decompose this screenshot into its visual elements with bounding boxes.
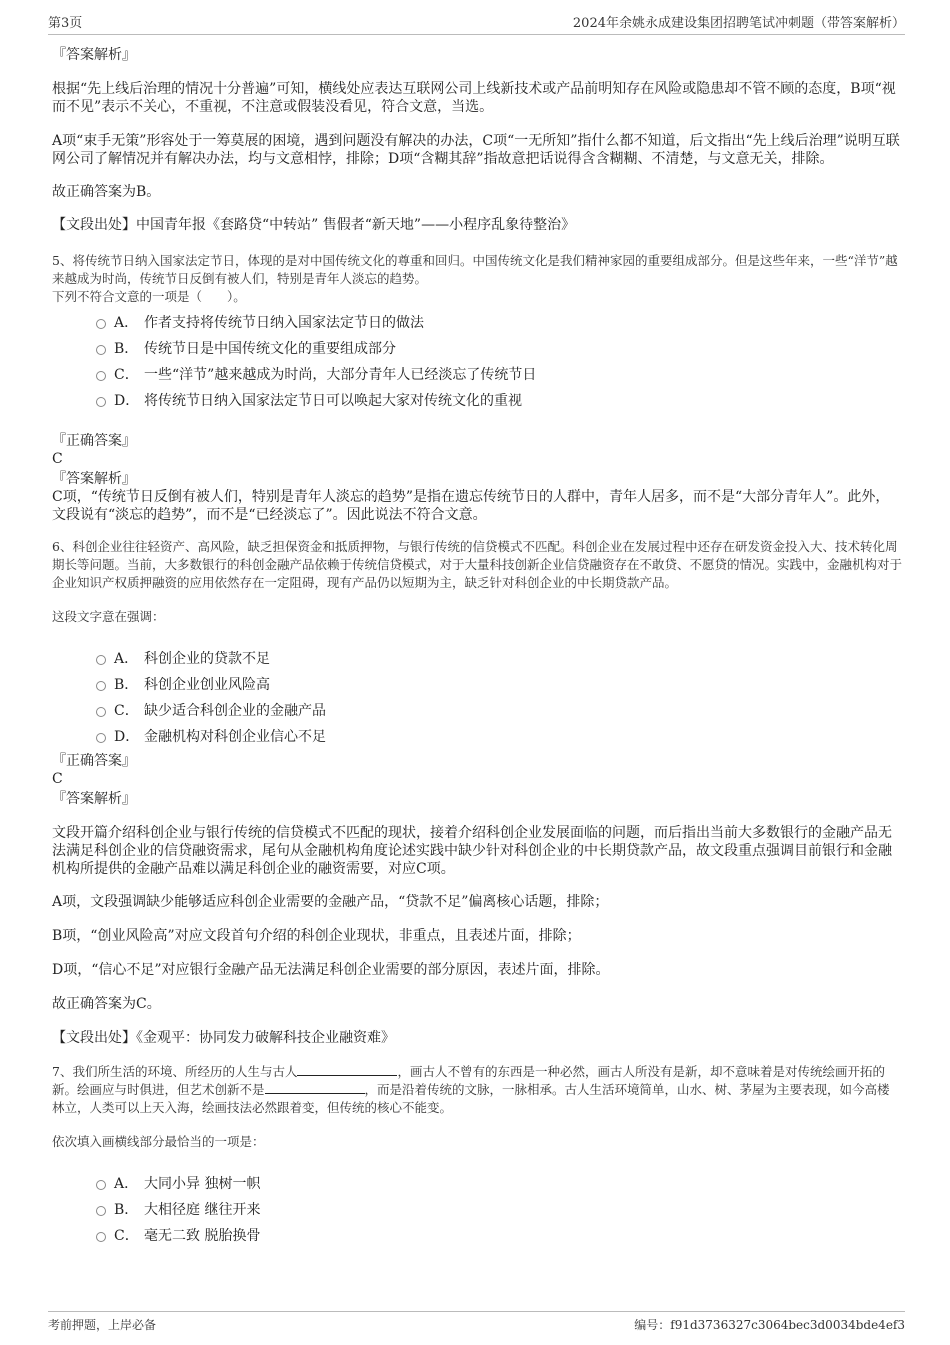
- option-text: 金融机构对科创企业信心不足: [144, 729, 326, 745]
- radio-button[interactable]: [96, 1206, 106, 1216]
- q5-option-d[interactable]: [52, 388, 902, 414]
- option-letter: B．: [114, 1202, 139, 1218]
- q4-conclusion: 故正确答案为B。: [52, 184, 161, 200]
- q6-analysis-para4: D项，“信心不足”对应银行金融产品无法满足科创企业需要的部分原因，表述片面，排除。: [52, 962, 610, 978]
- q5-options: [52, 310, 902, 414]
- q5-analysis-title: 『答案解析』: [52, 471, 136, 487]
- q4-source: 【文段出处】中国青年报《套路贷“中转站” 售假者“新天地”——小程序乱象待整治》: [52, 217, 576, 233]
- document-body: [52, 46, 902, 1249]
- radio-button[interactable]: [96, 707, 106, 717]
- document-title: 2024年余姚永成建设集团招聘笔试冲刺题（带答案解析）: [572, 16, 905, 31]
- q5-analysis: C项，“传统节日反倒有被人们，特别是青年人淡忘的趋势”是指在遗忘传统节日的人群中，青年人居多，而不是“大部分青年人”。此外，文段说有“淡忘的趋势”，而不是“已经淡忘了”。因此说法不符合文意。: [52, 489, 890, 523]
- option-letter: A．: [114, 1176, 139, 1192]
- q6-analysis-para3: B项，“创业风险高”对应文段首句介绍的科创企业现状，非重点，且表述片面，排除；: [52, 928, 581, 944]
- q6-option-b[interactable]: [52, 672, 902, 698]
- q6-stem: 6、科创企业往往轻资产、高风险，缺乏担保资金和抵质押物，与银行传统的信贷模式不匹配。科创企业在发展过程中还存在研发资金投入大、技术转化周期长等问题。当前，大多数银行的科创金融产品依赖于传统信贷模式，对于大量科技创新企业信贷融资存在不敢贷、不愿贷的情况。实践中，金融机构对于企业知识产权质押融资的应用依然存在一定阻碍，现有产品仍以短期为主，缺乏针对科创企业的中长期贷款产品。: [52, 539, 903, 590]
- q6-answer-title: 『正确答案』: [52, 753, 136, 769]
- q7-stem-part3: ，而是沿着传统的文脉，一脉相承。古人生活环境简单，山水、树、茅屋为主要表现，如今高楼林立，人类可以上天入海，绘画技法必然跟着变，但传统的核心不能变。: [52, 1082, 890, 1115]
- option-letter: A．: [114, 315, 139, 331]
- option-letter: C．: [114, 703, 139, 719]
- q4-analysis-para2: A项“束手无策”形容处于一筹莫展的困境，遇到问题没有解决的办法，C项“一无所知”指什么都不知道，后文指出“先上线后治理”说明互联网公司了解情况并有解决办法，均与文意相悖，排除；D项“含糊其辞”指故意把话说得含含糊糊、不清楚，与文意无关，排除。: [52, 133, 900, 167]
- q5-option-a[interactable]: [52, 310, 902, 336]
- q6-option-a[interactable]: [52, 646, 902, 672]
- radio-button[interactable]: [96, 1180, 106, 1190]
- page-footer: [48, 1311, 905, 1334]
- q7-question: 依次填入画横线部分最恰当的一项是：: [52, 1134, 265, 1149]
- footer-slogan: 考前押题，上岸必备: [48, 1318, 157, 1332]
- q6-analysis-para2: A项，文段强调缺少能够适应科创企业需要的金融产品，“贷款不足”偏离核心话题，排除；: [52, 894, 609, 910]
- page-header: [48, 12, 905, 35]
- q7-options: [52, 1171, 902, 1249]
- q5-question: 下列不符合文意的一项是（ ）。: [52, 289, 246, 304]
- option-text: 将传统节日纳入国家法定节日可以唤起大家对传统文化的重视: [144, 393, 522, 409]
- option-text: 科创企业的贷款不足: [144, 651, 270, 667]
- radio-button[interactable]: [96, 397, 106, 407]
- q5-answer: C: [52, 451, 63, 467]
- radio-button[interactable]: [96, 655, 106, 665]
- q7-option-a[interactable]: [52, 1171, 902, 1197]
- document-code: 编号：f91d3736327c3064bec3d0034bde4ef3: [634, 1318, 905, 1332]
- q4-analysis-para1: 根据“先上线后治理的情况十分普遍”可知，横线处应表达互联网公司上线新技术或产品前明知存在风险或隐患却不管不顾的态度，B项“视而不见”表示不关心，不重视，不注意或假装没看见，符合文意，当选。: [52, 81, 896, 115]
- q6-option-c[interactable]: [52, 698, 902, 724]
- option-text: 大同小异 独树一帜: [144, 1176, 261, 1192]
- radio-button[interactable]: [96, 681, 106, 691]
- q6-analysis-para1: 文段开篇介绍科创企业与银行传统的信贷模式不匹配的现状，接着介绍科创企业发展面临的问题，而后指出当前大多数银行的金融产品无法满足科创企业的信贷融资需求，尾句从金融机构角度论述实践中缺少针对科创企业的中长期贷款产品，故文段重点强调目前银行和金融机构所提供的金融产品难以满足科创企业的融资需要，对应C项。: [52, 825, 892, 877]
- option-letter: B．: [114, 677, 139, 693]
- q5-option-c[interactable]: [52, 362, 902, 388]
- option-letter: B．: [114, 341, 139, 357]
- option-letter: D．: [114, 393, 140, 409]
- q6-conclusion: 故正确答案为C。: [52, 996, 161, 1012]
- q5-answer-title: 『正确答案』: [52, 433, 136, 449]
- radio-button[interactable]: [96, 345, 106, 355]
- option-text: 作者支持将传统节日纳入国家法定节日的做法: [144, 315, 424, 331]
- q4-analysis-title: 『答案解析』: [52, 47, 136, 63]
- q6-source: 【文段出处】《金观平：协同发力破解科技企业融资难》: [52, 1030, 395, 1046]
- q7-stem-part2: ，画古人不曾有的东西是一种必然，画古人所没有是新，却不意味着是对传统绘画开拓的新。绘画应与时俱进，但艺术创新不是: [52, 1064, 885, 1097]
- q5-stem: 5、将传统节日纳入国家法定节日，体现的是对中国传统文化的尊重和回归。中国传统文化是我们精神家园的重要组成部分。但是这些年来，一些“洋节”越来越成为时尚，传统节日反倒有被人们，特别是青年人淡忘的趋势。: [52, 253, 898, 286]
- option-text: 缺少适合科创企业的金融产品: [144, 703, 326, 719]
- fill-blank-1[interactable]: [297, 1063, 397, 1076]
- radio-button[interactable]: [96, 1232, 106, 1242]
- option-text: 毫无二致 脱胎换骨: [144, 1228, 261, 1244]
- option-text: 大相径庭 继往开来: [144, 1202, 261, 1218]
- q6-question: 这段文字意在强调：: [52, 609, 165, 624]
- q6-analysis-title: 『答案解析』: [52, 791, 136, 807]
- option-letter: C．: [114, 367, 139, 383]
- q7-option-b[interactable]: [52, 1197, 902, 1223]
- option-letter: A．: [114, 651, 139, 667]
- radio-button[interactable]: [96, 319, 106, 329]
- option-letter: C．: [114, 1228, 139, 1244]
- q6-options: [52, 646, 902, 750]
- q7-stem: [52, 1063, 902, 1117]
- q7-option-c[interactable]: [52, 1223, 902, 1249]
- q6-option-d[interactable]: [52, 724, 902, 750]
- radio-button[interactable]: [96, 733, 106, 743]
- q5-option-b[interactable]: [52, 336, 902, 362]
- option-letter: D．: [114, 729, 140, 745]
- option-text: 传统节日是中国传统文化的重要组成部分: [144, 341, 396, 357]
- q6-answer: C: [52, 771, 63, 787]
- q7-stem-part1: 7、我们所生活的环境、所经历的人生与古人: [52, 1064, 298, 1079]
- radio-button[interactable]: [96, 371, 106, 381]
- fill-blank-2[interactable]: [265, 1081, 365, 1094]
- page-number: 第3页: [48, 16, 83, 31]
- option-text: 一些“洋节”越来越成为时尚，大部分青年人已经淡忘了传统节日: [144, 367, 537, 383]
- option-text: 科创企业创业风险高: [144, 677, 270, 693]
